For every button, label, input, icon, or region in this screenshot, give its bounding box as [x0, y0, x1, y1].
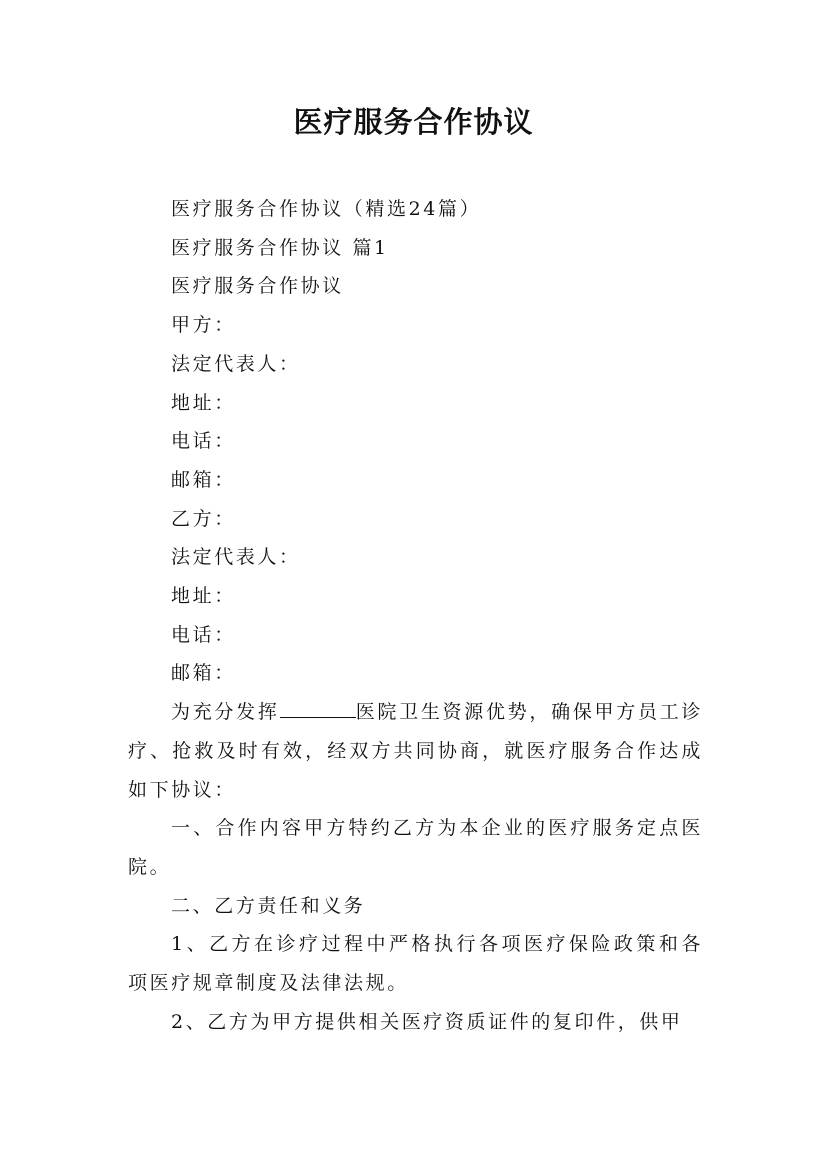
party-a-email-label: 邮箱： [171, 468, 236, 491]
document-title: 医疗服务合作协议 [293, 105, 534, 139]
section-heading: 医疗服务合作协议 篇1 [171, 236, 389, 259]
document-body [128, 190, 703, 1041]
party-a-phone-label: 电话： [171, 430, 236, 453]
clause-party-b-heading: 二、乙方责任和义务 [171, 894, 366, 917]
intro-text-after-blank: 医院卫生资源优势，确保甲方员工诊疗、抢救及时有效，经双方共同协商，就医疗服务合作达成如下协议： [128, 701, 703, 801]
intro-text-before-blank: 为充分发挥 [171, 701, 280, 724]
intro-paragraph [128, 693, 703, 809]
clause-cooperation-content: 一、合作内容甲方特约乙方为本企业的医疗服务定点医院。 [128, 817, 703, 878]
clause-party-b-item-1: 1、乙方在诊疗过程中严格执行各项医疗保险政策和各项医疗规章制度及法律法规。 [128, 933, 703, 995]
party-b-address-label: 地址： [171, 585, 236, 608]
party-a-address-label: 地址： [171, 391, 236, 414]
party-b-email-label: 邮箱： [171, 662, 236, 685]
clause-party-b-item-2: 2、乙方为甲方提供相关医疗资质证件的复印件，供甲 [171, 1010, 683, 1033]
hospital-name-blank [280, 699, 356, 718]
agreement-name: 医疗服务合作协议 [171, 275, 344, 298]
subtitle-line: 医疗服务合作协议（精选24篇） [171, 198, 482, 220]
party-a-label: 甲方： [171, 314, 236, 337]
party-b-phone-label: 电话： [171, 623, 236, 646]
party-b-representative-label: 法定代表人： [171, 546, 301, 569]
party-b-label: 乙方： [171, 507, 236, 530]
party-a-representative-label: 法定代表人： [171, 352, 301, 375]
